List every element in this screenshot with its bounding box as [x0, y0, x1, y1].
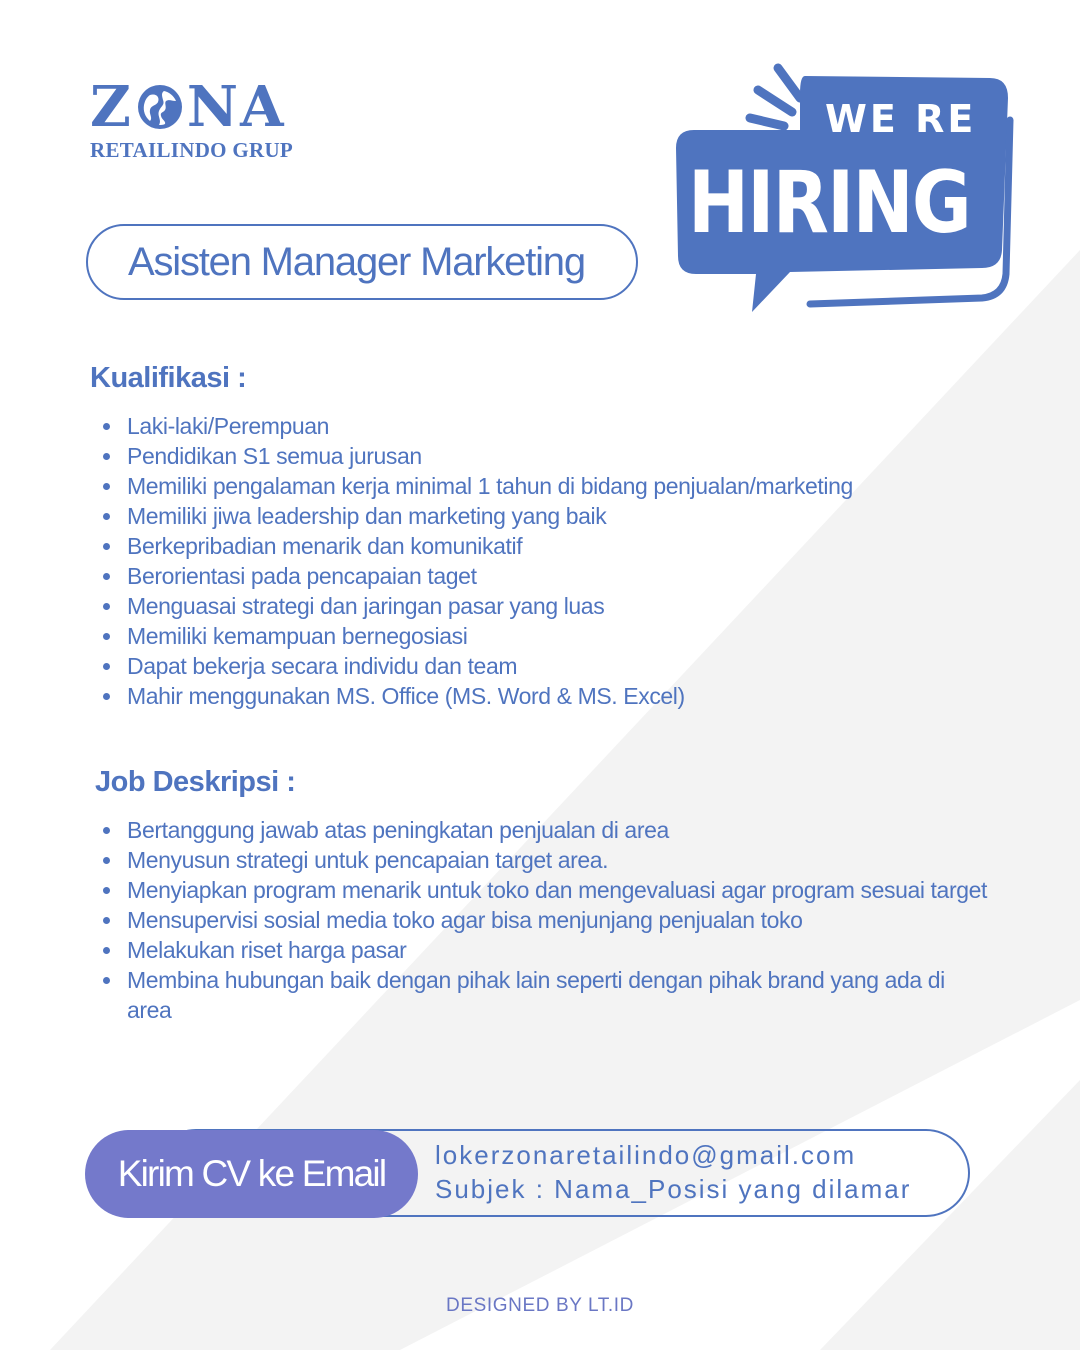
logo-letters-na: NA	[186, 74, 286, 140]
email-subject-instruction: Subjek : Nama_Posisi yang dilamar	[435, 1174, 912, 1204]
bullet-icon	[103, 827, 110, 834]
send-cv-button-label: Kirim CV ke Email	[117, 1153, 386, 1194]
position-title: Asisten Manager Marketing	[128, 239, 585, 284]
list-item: Memiliki pengalaman kerja minimal 1 tahun di bidang penjualan/marketing	[90, 471, 1010, 501]
bullet-icon	[103, 947, 110, 954]
send-cv-button[interactable]	[85, 1130, 418, 1218]
list-item: Melakukan riset harga pasar	[90, 935, 990, 965]
bullet-icon	[103, 573, 110, 580]
bullet-icon	[103, 917, 110, 924]
bullet-icon	[103, 453, 110, 460]
hiring-main-text: HIRING	[688, 153, 970, 253]
list-item: Membina hubungan baik dengan pihak lain seperti dengan pihak brand yang ada di area	[90, 965, 990, 1025]
bullet-icon	[103, 423, 110, 430]
bullet-icon	[103, 513, 110, 520]
bullet-icon	[103, 977, 110, 984]
job-description-list	[90, 815, 990, 1025]
list-item: Menguasai strategi dan jaringan pasar yang luas	[90, 591, 1010, 621]
bullet-icon	[103, 663, 110, 670]
list-item: Berorientasi pada pencapaian taget	[90, 561, 1010, 591]
list-item: Berkepribadian menarik dan komunikatif	[90, 531, 1010, 561]
bullet-icon	[103, 857, 110, 864]
list-item: Memiliki kemampuan bernegosiasi	[90, 621, 1010, 651]
list-item: Bertanggung jawab atas peningkatan penjualan di area	[90, 815, 990, 845]
bullet-icon	[103, 887, 110, 894]
qualifications-list	[90, 411, 1010, 711]
list-item: Mensupervisi sosial media toko agar bisa menjunjang penjualan toko	[90, 905, 990, 935]
logo-letter-z: Z	[90, 74, 133, 140]
list-item: Menyusun strategi untuk pencapaian target area.	[90, 845, 990, 875]
qualifications-heading: Kualifikasi :	[90, 362, 247, 394]
bullet-icon	[103, 603, 110, 610]
bullet-icon	[103, 633, 110, 640]
contact-email[interactable]: lokerzonaretailindo@gmail.com	[435, 1140, 857, 1170]
position-title-pill	[86, 224, 638, 300]
hiring-speech-bubble-icon	[660, 60, 1030, 330]
bullet-icon	[103, 693, 110, 700]
bullet-icon	[103, 543, 110, 550]
list-item: Menyiapkan program menarik untuk toko dan mengevaluasi agar program sesuai target	[90, 875, 990, 905]
list-item: Pendidikan S1 semua jurusan	[90, 441, 1010, 471]
list-item: Dapat bekerja secara individu dan team	[90, 651, 1010, 681]
list-item: Laki-laki/Perempuan	[90, 411, 1010, 441]
list-item: Mahir menggunakan MS. Office (MS. Word & MS. Excel)	[90, 681, 1010, 711]
list-item: Memiliki jiwa leadership dan marketing yang baik	[90, 501, 1010, 531]
contact-info	[435, 1138, 911, 1206]
logo-subtitle: RETAILINDO GRUP	[90, 138, 294, 162]
hiring-top-text: WE RE	[825, 97, 977, 141]
designer-credit: DESIGNED BY LT.ID	[446, 1295, 634, 1316]
logo-wordmark	[90, 74, 330, 140]
bullet-icon	[103, 483, 110, 490]
globe-icon	[136, 83, 184, 131]
company-logo	[90, 74, 330, 163]
job-description-heading: Job Deskripsi :	[95, 766, 296, 798]
